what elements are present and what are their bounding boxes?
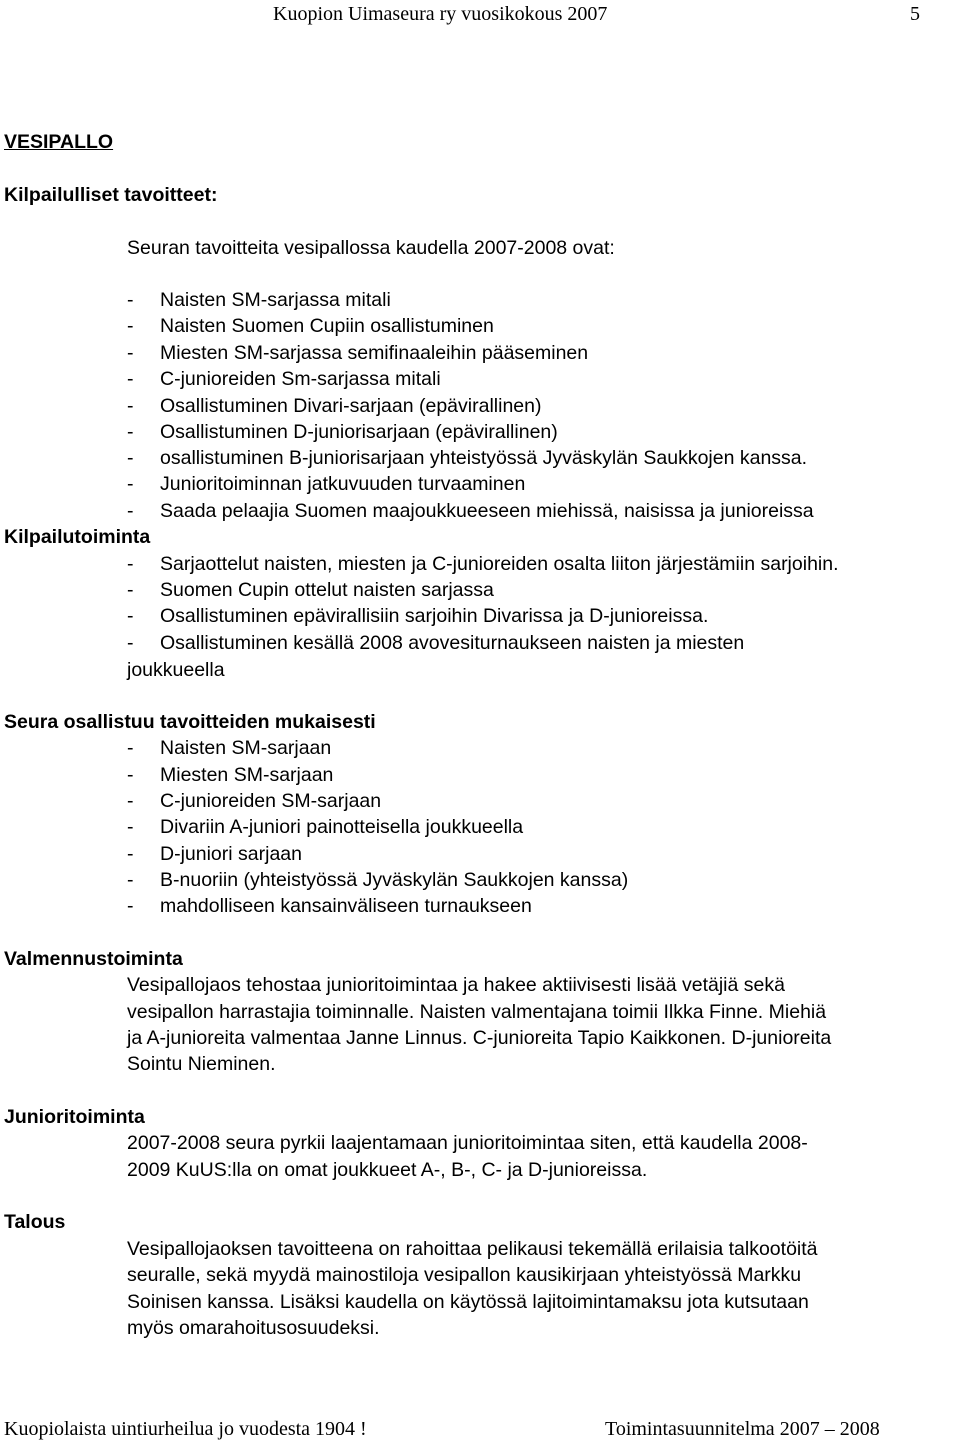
coaching-line: Vesipallojaos tehostaa junioritoimintaa ja hakee aktiivisesti lisää vetäjiä sekä bbox=[127, 974, 785, 996]
list-item-text: Miesten SM-sarjassa semifinaaleihin pääseminen bbox=[160, 342, 589, 364]
list-item-text: B-nuoriin (yhteistyössä Jyväskylän Saukkojen kanssa) bbox=[160, 869, 629, 891]
bullet-dash: - bbox=[127, 579, 134, 601]
bullet-dash: - bbox=[127, 843, 134, 865]
footer-left: Kuopiolaista uintiurheilua jo vuodesta 1904 ! bbox=[4, 1418, 367, 1440]
bullet-dash: - bbox=[127, 553, 134, 575]
finance-line: myös omarahoitusosuudeksi. bbox=[127, 1317, 380, 1339]
coaching-line: ja A-junioreita valmentaa Janne Linnus. C-junioreita Tapio Kaikkonen. D-junioreita bbox=[127, 1027, 832, 1049]
finance-line: seuralle, sekä myydä mainostiloja vesipallon kausikirjaan yhteistyössä Markku bbox=[127, 1264, 802, 1286]
list-item-text: Naisten Suomen Cupiin osallistuminen bbox=[160, 315, 494, 337]
bullet-dash: - bbox=[127, 315, 134, 337]
bullet-dash: - bbox=[127, 632, 134, 654]
bullet-dash: - bbox=[127, 447, 134, 469]
coaching-line: vesipallon harrastajia toiminnalle. Naisten valmentajana toimii Ilkka Finne. Miehiä bbox=[127, 1001, 827, 1023]
bullet-dash: - bbox=[127, 816, 134, 838]
finance-line: Vesipallojaoksen tavoitteena on rahoittaa pelikausi tekemällä erilaisia talkootöitä bbox=[127, 1238, 818, 1260]
bullet-dash: - bbox=[127, 895, 134, 917]
bullet-dash: - bbox=[127, 605, 134, 627]
finance-line: Soinisen kanssa. Lisäksi kaudella on käytössä lajitoimintamaksu jota kutsutaan bbox=[127, 1291, 809, 1313]
goals-heading: Kilpailulliset tavoitteet: bbox=[4, 184, 218, 206]
page-number: 5 bbox=[910, 3, 920, 25]
bullet-dash: - bbox=[127, 737, 134, 759]
list-item-text: Junioritoiminnan jatkuvuuden turvaaminen bbox=[160, 473, 526, 495]
section-title: VESIPALLO bbox=[4, 131, 114, 153]
list-item-text: Miesten SM-sarjaan bbox=[160, 764, 334, 786]
bullet-dash: - bbox=[127, 342, 134, 364]
list-item-text: Naisten SM-sarjaan bbox=[160, 737, 332, 759]
bullet-dash: - bbox=[127, 368, 134, 390]
coaching-heading: Valmennustoiminta bbox=[4, 948, 183, 970]
footer-right: Toimintasuunnitelma 2007 – 2008 bbox=[605, 1418, 880, 1440]
coaching-line: Sointu Nieminen. bbox=[127, 1053, 276, 1075]
header-title: Kuopion Uimaseura ry vuosikokous 2007 bbox=[273, 3, 608, 25]
bullet-dash: - bbox=[127, 764, 134, 786]
bullet-dash: - bbox=[127, 473, 134, 495]
list-item-text: Osallistuminen D-juniorisarjaan (epävirallinen) bbox=[160, 421, 558, 443]
list-item-text: Divariin A-juniori painotteisella joukkueella bbox=[160, 816, 524, 838]
junior-line: 2009 KuUS:lla on omat joukkueet A-, B-, C- ja D-junioreissa. bbox=[127, 1159, 648, 1181]
list-item-continuation: joukkueella bbox=[127, 659, 225, 681]
bullet-dash: - bbox=[127, 421, 134, 443]
list-item-text: C-junioreiden Sm-sarjassa mitali bbox=[160, 368, 441, 390]
list-item-text: Sarjaottelut naisten, miesten ja C-junioreiden osalta liiton järjestämiin sarjoihin. bbox=[160, 553, 839, 575]
list-item-text: C-junioreiden SM-sarjaan bbox=[160, 790, 382, 812]
bullet-dash: - bbox=[127, 395, 134, 417]
bullet-dash: - bbox=[127, 869, 134, 891]
list-item-text: Naisten SM-sarjassa mitali bbox=[160, 289, 391, 311]
list-item-text: D-juniori sarjaan bbox=[160, 843, 302, 865]
list-item-text: Suomen Cupin ottelut naisten sarjassa bbox=[160, 579, 494, 601]
list-item-text: Osallistuminen epävirallisiin sarjoihin Divarissa ja D-junioreissa. bbox=[160, 605, 709, 627]
list-item-text: Osallistuminen Divari-sarjaan (epävirallinen) bbox=[160, 395, 542, 417]
junior-heading: Junioritoiminta bbox=[4, 1106, 145, 1128]
bullet-dash: - bbox=[127, 790, 134, 812]
participation-heading: Seura osallistuu tavoitteiden mukaisesti bbox=[4, 711, 376, 733]
list-item-text: mahdolliseen kansainväliseen turnaukseen bbox=[160, 895, 532, 917]
competition-heading: Kilpailutoiminta bbox=[4, 526, 151, 548]
finance-heading: Talous bbox=[4, 1211, 66, 1233]
bullet-dash: - bbox=[127, 289, 134, 311]
junior-line: 2007-2008 seura pyrkii laajentamaan junioritoimintaa siten, että kaudella 2008- bbox=[127, 1132, 808, 1154]
goals-intro: Seuran tavoitteita vesipallossa kaudella 2007-2008 ovat: bbox=[127, 237, 615, 259]
list-item-text: Osallistuminen kesällä 2008 avovesiturnaukseen naisten ja miesten bbox=[160, 632, 745, 654]
list-item-text: osallistuminen B-juniorisarjaan yhteistyössä Jyväskylän Saukkojen kanssa. bbox=[160, 447, 808, 469]
list-item-text: Saada pelaajia Suomen maajoukkueeseen miehissä, naisissa ja junioreissa bbox=[160, 500, 814, 522]
bullet-dash: - bbox=[127, 500, 134, 522]
